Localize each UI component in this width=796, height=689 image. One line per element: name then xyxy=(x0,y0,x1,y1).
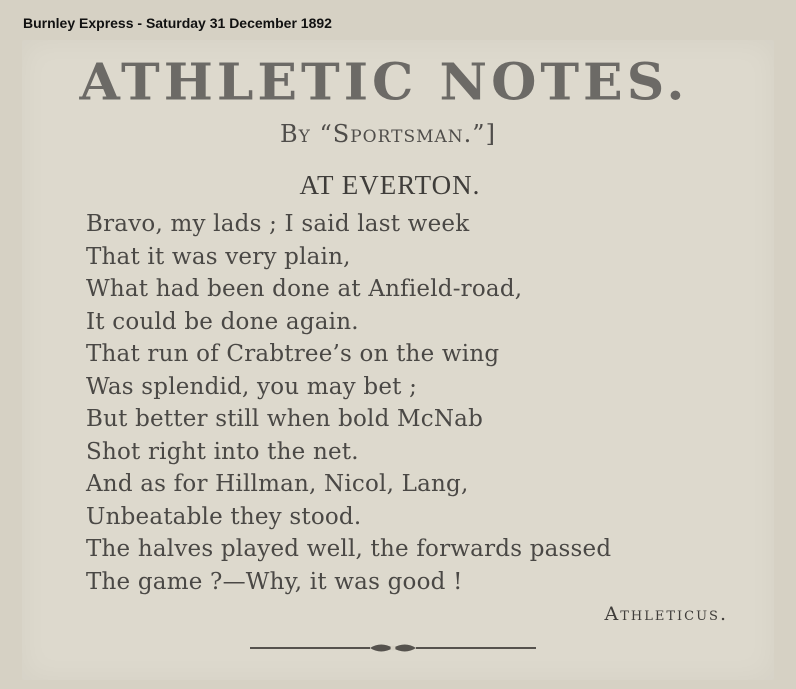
byline: By “Sportsman.”] xyxy=(280,120,496,148)
poem-line: That it was very plain, xyxy=(86,243,351,270)
source-caption: Burnley Express - Saturday 31 December 1892 xyxy=(23,15,332,31)
poem-line: What had been done at Anfield-road, xyxy=(86,276,523,302)
poem-title: AT EVERTON. xyxy=(299,170,481,200)
signature: Athleticus. xyxy=(604,603,728,625)
ornamental-divider xyxy=(250,640,536,656)
poem-line: It could be done again. xyxy=(86,308,359,335)
headline: ATHLETIC NOTES. xyxy=(79,52,689,113)
poem-line: The halves played well, the forwards passed xyxy=(86,536,612,562)
poem xyxy=(86,208,611,598)
poem-line: But better still when bold McNab xyxy=(86,406,484,432)
poem-line: Was splendid, you may bet ; xyxy=(86,373,418,400)
poem-line: And as for Hillman, Nicol, Lang, xyxy=(86,471,469,497)
poem-line: Shot right into the net. xyxy=(86,438,359,465)
poem-line: Bravo, my lads ; I said last week xyxy=(86,211,470,237)
poem-line: The game ?—Why, it was good ! xyxy=(86,568,463,595)
poem-line: Unbeatable they stood. xyxy=(86,503,362,530)
poem-line: That run of Crabtree’s on the wing xyxy=(86,341,500,367)
